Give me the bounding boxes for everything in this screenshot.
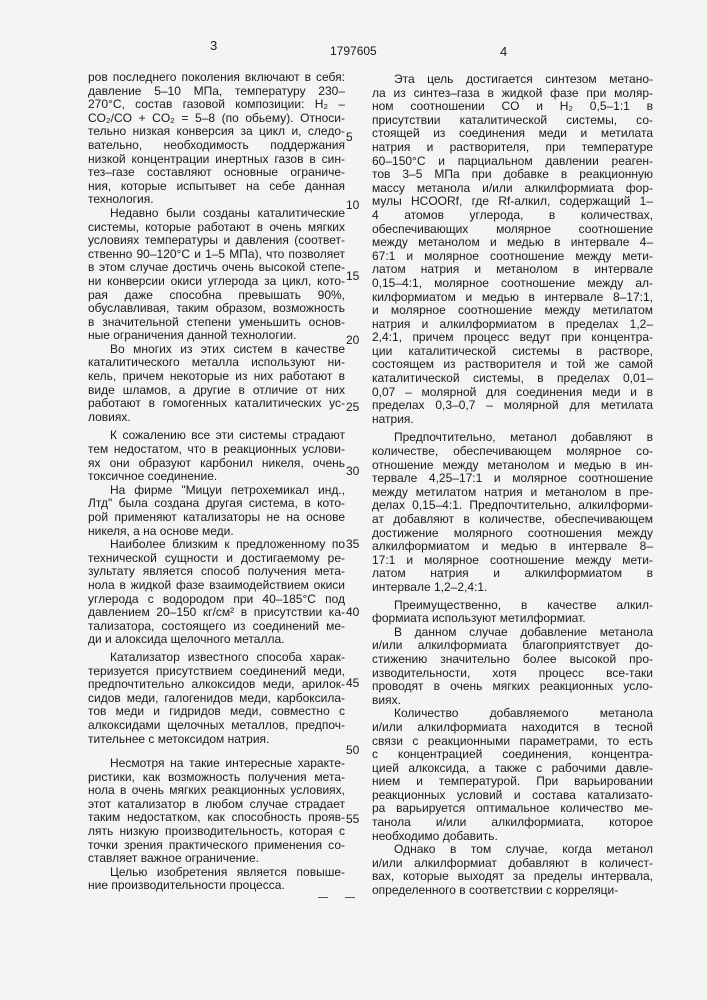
page-number-left: 3	[210, 38, 217, 53]
text-line: предпочтительно алкоксидов меди, арилок-	[88, 678, 345, 692]
patent-number: 1797605	[330, 44, 377, 58]
text-line: ни конверсии окиси углерода за цикл, кото-	[88, 275, 345, 289]
text-line: обуславливая, таким образом, возможность	[88, 302, 345, 316]
text-line: и/или алкилформиат добавляют в количест-	[372, 857, 653, 871]
text-line: и/или алкилформиата находится в тесной	[372, 721, 653, 735]
text-line: цией алкоксида, а также с рабочими давле-	[372, 762, 653, 776]
paragraph	[88, 71, 345, 207]
text-line: с концентрацией соединения, концентра-	[372, 748, 653, 762]
text-line: точки зрения практического применения со-	[88, 839, 345, 853]
text-line: ные ограничения данной технологии.	[88, 329, 345, 343]
text-line: 2,4:1, причем процесс ведут при концентра-	[372, 331, 653, 345]
text-line: сидов меди, галогенидов меди, карбоксила-	[88, 692, 345, 706]
paragraph	[372, 843, 653, 897]
text-line: нола в жидкой фазе взаимодействием окиси	[88, 579, 345, 593]
text-line: Наиболее близким к предложенному по	[88, 538, 345, 552]
line-number: 30	[346, 464, 359, 478]
text-line: рой применяют катализаторы не на основе	[88, 511, 345, 525]
text-line: нием и температурой. При варьировании	[372, 775, 653, 789]
text-line: ра варьируется оптимальное количество ме-	[372, 802, 653, 816]
line-number: 55	[346, 812, 359, 826]
page-number-right: 4	[500, 44, 507, 59]
text-line: латом натрия и алкилформиатом в	[372, 567, 653, 581]
text-line: Количество добавляемого метанола	[372, 707, 653, 721]
text-line: Целью изобретения является повыше-	[88, 866, 345, 880]
text-line: в значительной степени уменьшить основ-	[88, 316, 345, 330]
text-line: никеля, а на основе меди.	[88, 525, 345, 539]
text-line: вах, которые выходят за пределы интервала,	[372, 870, 653, 884]
paragraph	[88, 757, 345, 866]
text-line: кель, причем некоторые из них работают в	[88, 370, 345, 384]
text-line: ров последнего поколения включают в себя:	[88, 71, 345, 85]
text-line: ственно 90–120°С и 1–5 МПа), что позволяет	[88, 248, 345, 262]
text-line: CO₂/CO + CO₂ = 5–8 (по обьему). Относи-	[88, 112, 345, 126]
text-line: 0,15–4:1, молярное соотношение между ал-	[372, 277, 653, 291]
text-line: интервале 1,2–2,4:1.	[372, 581, 653, 595]
text-line: Лтд" была создана другая система, в кото-	[88, 497, 345, 511]
paragraph	[88, 866, 345, 893]
paragraph	[88, 207, 345, 343]
text-line: ния, которые испытывет на себе данная	[88, 180, 345, 194]
text-line: 17:1 и молярное соотношение между мети-	[372, 554, 653, 568]
text-line: ат добавляют в количестве, обеспечивающем	[372, 513, 653, 527]
text-line: тез–газе составляют основные ограниче-	[88, 166, 345, 180]
text-line: и/или алкилформиата благоприятствует до-	[372, 639, 653, 653]
text-line: ловиях.	[88, 411, 345, 425]
text-line: нола в очень мягких реакционных условиях,	[88, 784, 345, 798]
text-line: стижению значительно более высокой про-	[372, 653, 653, 667]
text-line: системы, которые работают в очень мягких	[88, 221, 345, 235]
text-line: Несмотря на такие интересные характе-	[88, 757, 345, 771]
text-line: тервале 4,25–17:1 и молярное соотношение	[372, 472, 653, 486]
paragraph	[88, 484, 345, 538]
text-line: Недавно были созданы каталитические	[88, 207, 345, 221]
text-line: алкоксидами щелочных металлов, предпоч-	[88, 719, 345, 733]
text-line: этот катализатор в любом случае страдает	[88, 798, 345, 812]
line-number: 35	[346, 537, 359, 551]
text-line: ристики, как возможность получения мета-	[88, 771, 345, 785]
text-line: ставляет важное ограничение.	[88, 852, 345, 866]
text-line: Катализатор известного способа харак-	[88, 651, 345, 665]
line-number: 45	[346, 676, 359, 690]
text-line: 0,07 – молярной для соединения меди и в	[372, 386, 653, 400]
text-line: условиях температуры и давления (соответ-	[88, 234, 345, 248]
paragraph	[88, 343, 345, 425]
text-line: латом натрия и метанолом в интервале	[372, 263, 653, 277]
text-line: тализатора, состоящего из соединений ме-	[88, 620, 345, 634]
text-line: между метанолом и медью в интервале 4–	[372, 236, 653, 250]
text-line: килформиатом и медью в интервале 8–17:1,	[372, 291, 653, 305]
text-line: тельно низкая конверсия за цикл и, следо-	[88, 125, 345, 139]
line-number: 50	[346, 743, 359, 757]
divider-mark	[318, 897, 328, 898]
text-line: Предпочтительно, метанол добавляют в	[372, 431, 653, 445]
text-line: массу метанола и/или алкилформиата фор-	[372, 182, 653, 196]
text-line: натрия и алкилформиатом в пределах 1,2–	[372, 318, 653, 332]
text-line: токсичное соединение.	[88, 470, 345, 484]
paragraph	[88, 538, 345, 647]
text-line: зультату является способ получения мета-	[88, 565, 345, 579]
line-number: 15	[346, 269, 359, 283]
text-line: в этом случае достичь очень высокой степе-	[88, 261, 345, 275]
text-line: Во многих из этих систем в качестве	[88, 343, 345, 357]
text-line: ние производительности процесса.	[88, 879, 345, 893]
text-line: необходимо добавить.	[372, 830, 653, 844]
paragraph	[88, 429, 345, 483]
text-line: танола и/или алкилформиата, которое	[372, 816, 653, 830]
text-line: тительнее с метоксидом натрия.	[88, 733, 345, 747]
text-line: В данном случае добавление метанола	[372, 626, 653, 640]
text-line: состоящем из растворителя и той же самой	[372, 358, 653, 372]
text-line: достижение молярного соотношения между	[372, 527, 653, 541]
text-line: Преимущественно, в качестве алкил-	[372, 599, 653, 613]
line-number: 10	[346, 198, 359, 212]
right-text-column	[372, 73, 653, 898]
text-line: делах 0,15–4:1. Предпочтительно, алкилформи-	[372, 499, 653, 513]
text-line: ла из синтез–газа в жидкой фазе при моляр-	[372, 87, 653, 101]
text-line: ди и алоксида щелочного металла.	[88, 633, 345, 647]
paragraph	[372, 431, 653, 594]
text-line: определенного в соответствии с корреляци-	[372, 884, 653, 898]
text-line: К сожалению все эти системы страдают	[88, 429, 345, 443]
text-line: 67:1 и молярное соотношение между мети-	[372, 250, 653, 264]
text-line: работают в гомогенных каталитических ус-	[88, 397, 345, 411]
text-line: изводительности, хотя процесс все-таки	[372, 667, 653, 681]
text-line: вательно, необходимость поддержания	[88, 139, 345, 153]
left-text-column	[88, 71, 345, 893]
text-line: технической сущности и достигаемому ре-	[88, 552, 345, 566]
text-line: ном соотношении CO и H₂ 0,5–1:1 в	[372, 100, 653, 114]
text-line: обеспечивающих молярное соотношение	[372, 223, 653, 237]
text-line: Эта цель достигается синтезом метано-	[372, 73, 653, 87]
text-line: между метилатом натрия и метанолом в пре-	[372, 486, 653, 500]
text-line: На фирме "Мицуи петрохемикал инд.,	[88, 484, 345, 498]
text-line: низкой концентрации инертных газов в син-	[88, 153, 345, 167]
text-line: каталитической системы, в пределах 0,01–	[372, 372, 653, 386]
paragraph	[372, 626, 653, 708]
text-line: давление 5–10 МПа, температуру 230–	[88, 85, 345, 99]
text-line: 60–150°С и парциальном давлении реаген-	[372, 155, 653, 169]
text-line: виде шламов, а другие в отличие от них	[88, 384, 345, 398]
paragraph	[372, 707, 653, 843]
text-line: формиата используют метилформиат.	[372, 612, 653, 626]
text-line: ции каталитической системы в растворе,	[372, 345, 653, 359]
paragraph	[372, 73, 653, 426]
text-line: количестве, обеспечивающем молярное со-	[372, 445, 653, 459]
text-line: алкилформиатом и медью в интервале 8–	[372, 540, 653, 554]
text-line: реакционных условий и состава катализато-	[372, 789, 653, 803]
text-line: Однако в том случае, когда метанол	[372, 843, 653, 857]
text-line: и молярное соотношение между метилатом	[372, 304, 653, 318]
text-line: тем недостатом, что в реакционных услови-	[88, 443, 345, 457]
text-line: пределах 0,3–0,7 – молярной для метилата	[372, 399, 653, 413]
text-line: углерода с водородом при 40–185°С под	[88, 593, 345, 607]
text-line: лять низкую производительность, которая с	[88, 825, 345, 839]
text-line: стоящей из соединения меди и метилата	[372, 127, 653, 141]
text-line: давлением 20–150 кг/см² в присутствии ка-	[88, 606, 345, 620]
text-line: каталитического металла используют ни-	[88, 356, 345, 370]
text-line: рая даже способна превышать 90%,	[88, 289, 345, 303]
line-number: 25	[346, 400, 359, 414]
text-line: отношение между метанолом и медью в ин-	[372, 459, 653, 473]
text-line: таким недостатком, как способность прояв-	[88, 811, 345, 825]
text-line: 270°С, состав газовой композиции: H₂ –	[88, 98, 345, 112]
paragraph	[88, 651, 345, 746]
text-line: проводят в очень мягких реакционных усло-	[372, 680, 653, 694]
text-line: тов 3–5 МПа при добавке в реакционную	[372, 168, 653, 182]
divider-mark	[345, 897, 355, 898]
text-line: 4 атомов углерода, в количествах,	[372, 209, 653, 223]
paragraph	[372, 599, 653, 626]
text-line: натрия.	[372, 413, 653, 427]
text-line: ях они образуют карбонил никеля, очень	[88, 457, 345, 471]
text-line: технология.	[88, 193, 345, 207]
text-line: присутствии каталитической системы, со-	[372, 114, 653, 128]
text-line: виях.	[372, 694, 653, 708]
text-line: связи с реакционными параметрами, то есть	[372, 735, 653, 749]
text-line: натрия и растворителя, при температуре	[372, 141, 653, 155]
line-number: 40	[346, 605, 359, 619]
text-line: теризуется присутствием соединений меди,	[88, 665, 345, 679]
line-number: 5	[346, 130, 353, 144]
text-line: тов меди и гидридов меди, совместно с	[88, 705, 345, 719]
text-line: мулы HCOORf, где Rf-алкил, содержащий 1–	[372, 195, 653, 209]
line-number: 20	[346, 333, 359, 347]
